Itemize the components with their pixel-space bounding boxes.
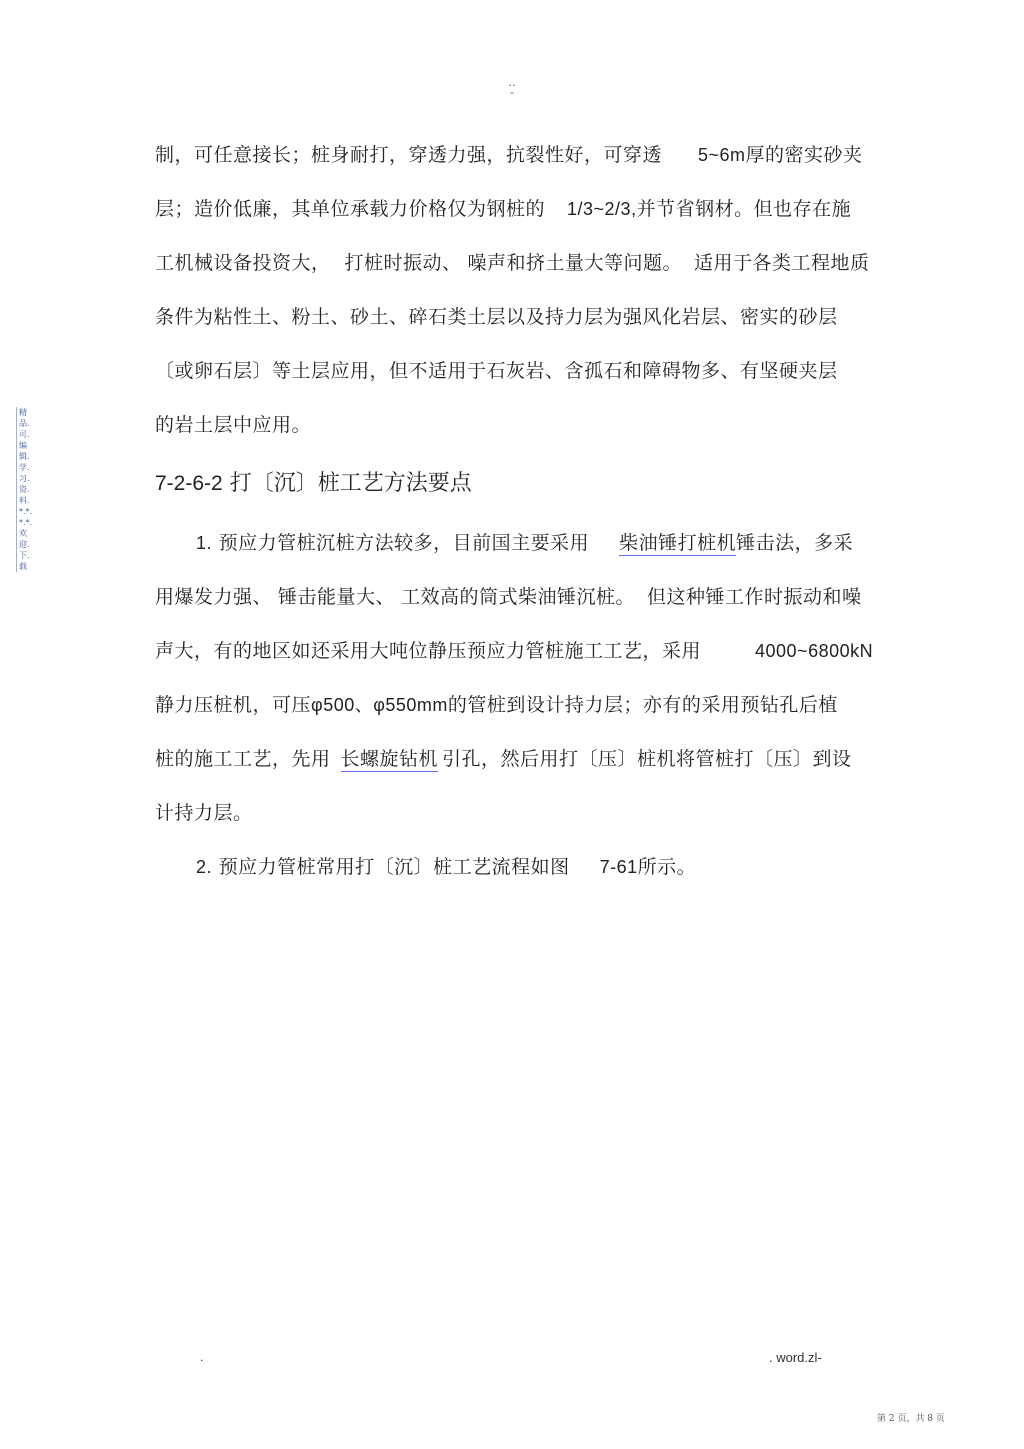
text-run: 锤击法，多采: [736, 532, 854, 554]
link-diesel-hammer-pile-driver[interactable]: 柴油锤打桩机: [619, 532, 737, 554]
text-run: 工效高的筒式柴油锤沉桩。: [401, 586, 636, 608]
list-number: 1.: [196, 533, 213, 553]
header-mark: .. -: [508, 76, 516, 99]
text-run: 锤击能量大、: [278, 586, 396, 608]
side-watermark-note: 精品.可.编辑.学.习.资.料.*.*.*.*.欢迎.下.载: [16, 407, 33, 572]
text-run: 声大，有的地区如还采用大吨位静压预应力管桩施工工艺，采用: [155, 640, 702, 662]
paragraph-line: [155, 248, 870, 275]
paragraph-line: [196, 852, 696, 879]
text-run: φ500、φ550mm: [311, 695, 448, 715]
text-run: 5~6m: [698, 145, 746, 165]
text-run: 1/3~2/3,: [567, 199, 637, 219]
footer-right: . word.zl-: [769, 1350, 822, 1365]
text-run: 层；造价低廉，其单位承载力价格仅为钢桩的: [155, 198, 546, 220]
paragraph-line: [196, 528, 853, 555]
paragraph-line: [155, 194, 851, 221]
text-run: 预应力管桩沉桩方法较多，目前国主要采用: [218, 532, 590, 554]
text-run: 制，可任意接长；桩身耐打，穿透力强，抗裂性好，可穿透: [155, 144, 663, 166]
text-run: 打桩时振动、: [344, 252, 462, 274]
text-run: 用爆发力强、: [155, 586, 273, 608]
text-run: 并节省钢材。但也存在施: [636, 198, 852, 220]
figure-reference: 7-61: [599, 857, 638, 877]
paragraph-line: 〔或卵石层〕等土层应用，但不适用于石灰岩、含孤石和障碍物多、有坚硬夹层: [155, 360, 838, 382]
text-run: 厚的密实砂夹: [745, 144, 863, 166]
text-run: 4000~6800kN: [755, 641, 874, 661]
text-run: 静力压桩机，可压: [155, 694, 312, 716]
text-run: 工机械设备投资大，: [155, 252, 331, 274]
text-run: 引孔，然后用打〔压〕桩机将管桩打〔压〕到设: [442, 748, 852, 770]
paragraph-line: [155, 744, 852, 771]
heading-number: 7-2-6-2: [155, 472, 223, 495]
text-run: 但这种锤工作时振动和噪: [647, 586, 862, 608]
text-run: 的管桩到设计持力层；亦有的采用预钻孔后植: [447, 694, 838, 716]
footer-left: .: [200, 1350, 204, 1364]
text-run: 噪声和挤土量大等问题。: [467, 252, 683, 274]
paragraph-line: 条件为粘性土、粉土、砂土、碎石类土层以及持力层为强风化岩层、密实的砂层: [155, 306, 838, 328]
section-heading: [155, 466, 472, 497]
page-number: 第 2 页，共 8 页: [877, 1414, 945, 1424]
list-number: 2.: [196, 857, 213, 877]
paragraph-line: 的岩土层中应用。: [155, 414, 312, 436]
link-long-auger-drill[interactable]: 长螺旋钻机: [340, 748, 439, 770]
paragraph-line: 计持力层。: [155, 802, 253, 824]
text-run: 所示。: [637, 856, 697, 878]
paragraph-line: [155, 140, 863, 167]
text-run: 适用于各类工程地质: [694, 252, 870, 274]
text-run: 预应力管桩常用打〔沉〕桩工艺流程如图: [218, 856, 570, 878]
heading-text: 打〔沉〕桩工艺方法要点: [229, 471, 472, 496]
paragraph-line: [155, 636, 873, 663]
text-run: 桩的施工工艺，先用: [155, 748, 331, 770]
paragraph-line: [155, 690, 838, 717]
paragraph-line: [155, 582, 862, 609]
